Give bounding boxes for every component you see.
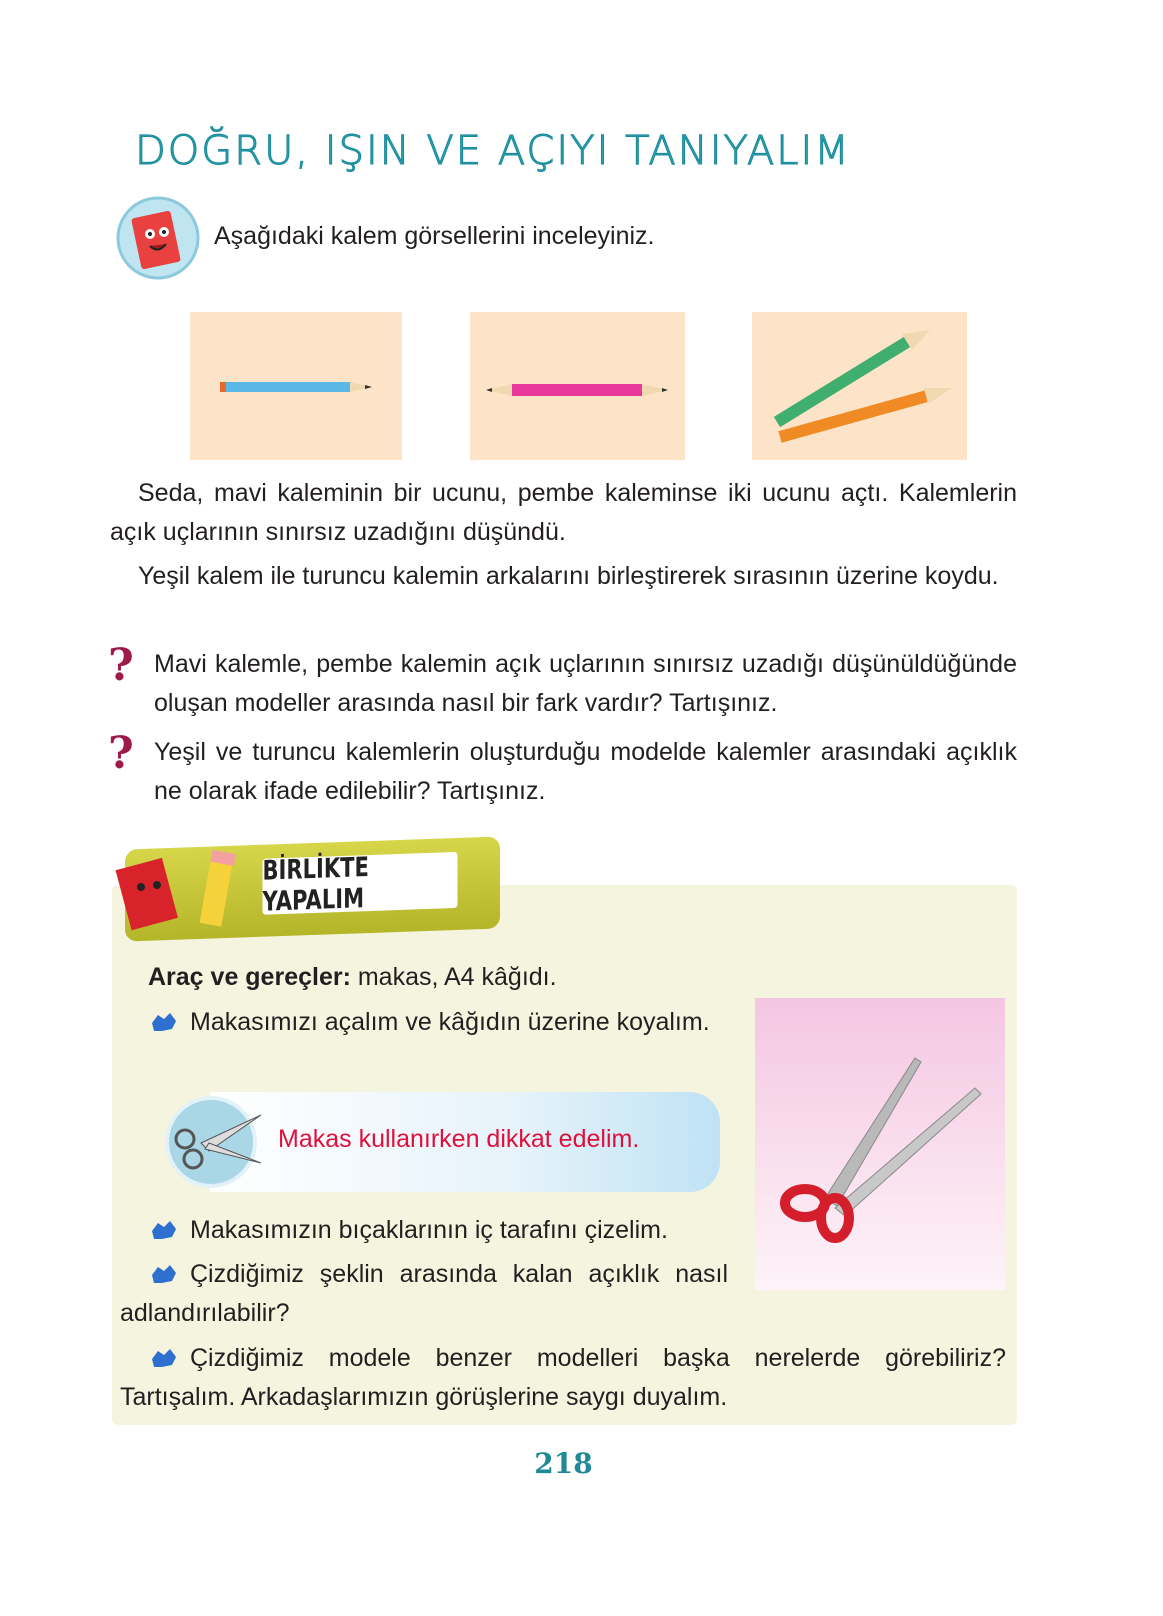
intro-text: Aşağıdaki kalem görsellerini inceleyiniz. (214, 222, 655, 250)
question-mark-icon: ? (108, 728, 134, 779)
page-number: 218 (534, 1447, 593, 1480)
step-text: Çizdiğimiz modele benzer modelleri başka nerelerde görebiliriz? Tartışalım. Arkadaşlarımızın görüşlerine saygı duyalım. (120, 1344, 1006, 1411)
step-text: Çizdiğimiz şeklin arasında kalan açıklık nasıl adlandırılabilir? (120, 1260, 728, 1327)
blue-splash-bullet-icon (148, 1011, 178, 1033)
scissors-mascot-icon (163, 1093, 268, 1191)
step-text: Makasımızı açalım ve kâğıdın üzerine koyalım. (190, 1008, 710, 1036)
step-3 (120, 1255, 728, 1333)
step-1 (120, 1003, 728, 1042)
activity-banner-label: BİRLİKTE YAPALIM (263, 852, 458, 915)
blue-splash-bullet-icon (148, 1263, 178, 1285)
materials-line (148, 958, 557, 997)
question-mark-icon: ? (108, 640, 134, 691)
paragraph-1: Seda, mavi kaleminin bir ucunu, pembe kaleminse iki ucunu açtı. Kalemlerin açık uçlarının sınırsız uzadığını düşündü. (110, 479, 1017, 546)
step-4 (120, 1339, 1006, 1417)
step-2 (120, 1211, 668, 1250)
blue-splash-bullet-icon (148, 1347, 178, 1369)
page-title: DOĞRU, IŞIN VE AÇIYI TANIYALIM (135, 128, 851, 174)
blue-splash-bullet-icon (148, 1219, 178, 1241)
book-pencil-mascots-icon (115, 845, 255, 940)
caution-text: Makas kullanırken dikkat edelim. (278, 1125, 640, 1153)
materials-value: makas, A4 kâğıdı. (350, 963, 557, 991)
pink-pencil-image (470, 312, 685, 460)
materials-label: Araç ve gereçler: (148, 963, 351, 991)
notebook-mascot-icon (110, 196, 202, 282)
scissors-image (755, 998, 1005, 1290)
green-orange-pencils-image (752, 312, 967, 460)
blue-pencil-image (190, 312, 402, 460)
question-2: Yeşil ve turuncu kalemlerin oluşturduğu modelde kalemler arasındaki açıklık ne olarak ifade edilebilir? Tartışınız. (154, 738, 1017, 805)
paragraph-2: Yeşil kalem ile turuncu kalemin arkalarını birleştirerek sırasının üzerine koydu. (138, 562, 999, 590)
step-text: Makasımızın bıçaklarının iç tarafını çizelim. (190, 1216, 668, 1244)
question-1: Mavi kalemle, pembe kalemin açık uçlarının sınırsız uzadığı düşünüldüğünde oluşan modeller arasında nasıl bir fark vardır? Tartışınız. (154, 650, 1017, 717)
